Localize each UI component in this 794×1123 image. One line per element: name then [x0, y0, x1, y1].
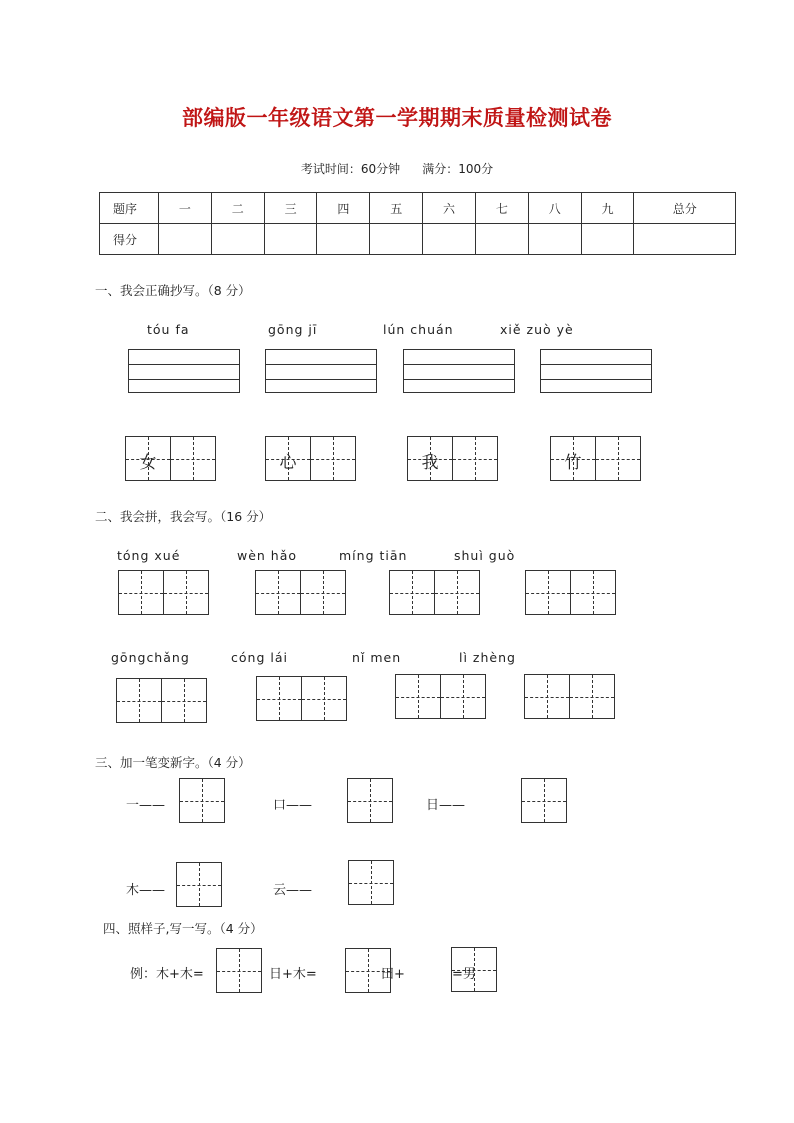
score-header-cell: 总分: [634, 193, 736, 224]
sample-character: 女: [139, 452, 157, 473]
score-entry-cell[interactable]: [634, 224, 736, 255]
pinyin-label: tóu fa: [147, 322, 190, 337]
tian-grid-pair: [550, 436, 641, 481]
section2-heading: 二、我会拼，我会写。（16 分）: [95, 509, 272, 524]
four-line-grid[interactable]: [403, 349, 515, 393]
equation-label: =男: [452, 967, 476, 982]
pinyin-label: gōngchǎng: [111, 650, 190, 665]
tian-grid[interactable]: [179, 778, 225, 823]
tian-grid-pair[interactable]: [118, 570, 209, 615]
equation-label: 田+: [381, 967, 405, 982]
tian-grid[interactable]: [521, 778, 567, 823]
tian-grid-pair[interactable]: [256, 676, 347, 721]
score-header-cell: 二: [211, 193, 264, 224]
tian-grid-pair[interactable]: [524, 674, 615, 719]
score-entry-cell[interactable]: [317, 224, 370, 255]
four-line-grid[interactable]: [128, 349, 240, 393]
score-entry-cell[interactable]: [475, 224, 528, 255]
tian-grid[interactable]: [348, 860, 394, 905]
score-entry-cell[interactable]: [581, 224, 634, 255]
tian-grid-cell[interactable]: [595, 437, 640, 480]
sample-character: 我: [421, 452, 439, 473]
stroke-item-label: 木——: [126, 883, 166, 898]
pinyin-label: lún chuán: [383, 322, 454, 337]
score-header-cell: 一: [159, 193, 212, 224]
score-header-cell: 六: [423, 193, 476, 224]
sample-character: 竹: [564, 452, 582, 473]
stroke-item-label: 日——: [426, 798, 466, 813]
score-header-cell: 题序: [100, 193, 159, 224]
sample-character: 心: [279, 452, 297, 473]
section3-heading: 三、加一笔变新字。（4 分）: [95, 755, 251, 770]
pinyin-label: shuì guò: [454, 548, 516, 563]
score-table-header-row: [100, 193, 736, 224]
exam-full-score: 满分：100分: [422, 162, 494, 176]
score-header-cell: 五: [370, 193, 423, 224]
score-header-cell: 四: [317, 193, 370, 224]
score-row-label: 得分: [100, 224, 159, 255]
pinyin-label: lì zhèng: [459, 650, 516, 665]
tian-grid-cell[interactable]: [310, 437, 355, 480]
four-line-grid[interactable]: [540, 349, 652, 393]
section4-heading: 四、照样子,写一写。（4 分）: [103, 921, 263, 936]
score-header-cell: 八: [528, 193, 581, 224]
tian-grid-cell: [408, 437, 452, 480]
score-table-score-row: [100, 224, 736, 255]
example-equation: 例：木+木=: [130, 967, 204, 982]
score-header-cell: 七: [475, 193, 528, 224]
tian-grid-pair[interactable]: [116, 678, 207, 723]
tian-grid-pair[interactable]: [255, 570, 346, 615]
tian-grid-cell[interactable]: [452, 437, 497, 480]
tian-grid-pair[interactable]: [525, 570, 616, 615]
exam-info: [0, 160, 794, 177]
pinyin-label: xiě zuò yè: [500, 322, 574, 337]
score-entry-cell[interactable]: [159, 224, 212, 255]
tian-grid-pair[interactable]: [389, 570, 480, 615]
tian-grid-pair[interactable]: [395, 674, 486, 719]
tian-grid-pair: [407, 436, 498, 481]
tian-grid-cell: [126, 437, 170, 480]
tian-grid-pair: [265, 436, 356, 481]
pinyin-label: wèn hǎo: [237, 548, 298, 563]
four-line-grid[interactable]: [265, 349, 377, 393]
score-entry-cell[interactable]: [370, 224, 423, 255]
section1-heading: 一、我会正确抄写。（8 分）: [95, 283, 251, 298]
stroke-item-label: 云——: [273, 883, 313, 898]
tian-grid[interactable]: [216, 948, 262, 993]
tian-grid-pair: [125, 436, 216, 481]
score-header-cell: 九: [581, 193, 634, 224]
score-entry-cell[interactable]: [423, 224, 476, 255]
score-entry-cell[interactable]: [211, 224, 264, 255]
tian-grid[interactable]: [347, 778, 393, 823]
pinyin-label: míng tiān: [339, 548, 408, 563]
tian-grid[interactable]: [176, 862, 222, 907]
score-entry-cell[interactable]: [528, 224, 581, 255]
pinyin-label: gōng jī: [268, 322, 318, 337]
tian-grid-cell: [551, 437, 595, 480]
score-header-cell: 三: [264, 193, 317, 224]
equation-label: 日+木=: [269, 967, 317, 982]
pinyin-label: tóng xué: [117, 548, 181, 563]
pinyin-label: nǐ men: [352, 650, 402, 665]
page-title: 部编版一年级语文第一学期期末质量检测试卷: [182, 106, 612, 130]
tian-grid-cell[interactable]: [170, 437, 215, 480]
stroke-item-label: 一——: [126, 798, 166, 813]
exam-time: 考试时间：60分钟: [300, 162, 401, 176]
score-entry-cell[interactable]: [264, 224, 317, 255]
tian-grid-cell: [266, 437, 310, 480]
score-table: [99, 192, 736, 255]
stroke-item-label: 口——: [273, 798, 313, 813]
pinyin-label: cóng lái: [231, 650, 288, 665]
